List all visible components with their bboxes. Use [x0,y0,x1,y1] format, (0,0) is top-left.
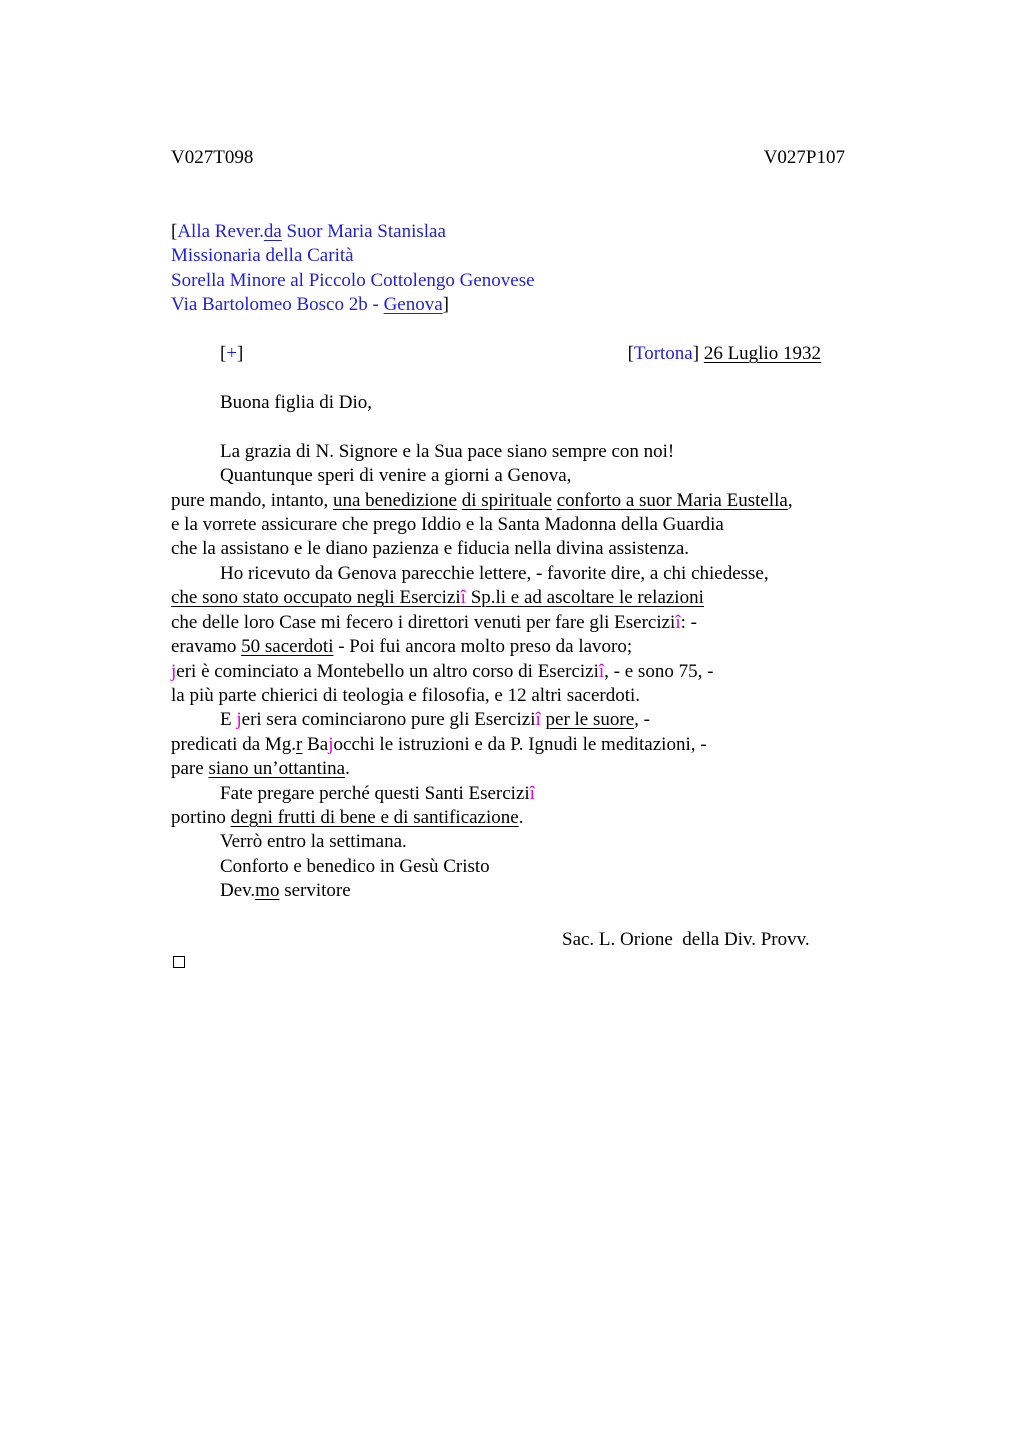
body-line-16 [171,806,523,830]
text-run: predicati da Mg. [171,734,297,755]
address-line-2: Missionaria della Carità [171,245,354,266]
address-line-4 [171,293,449,317]
cross-symbol: + [226,343,238,364]
text-run: pare [171,758,209,779]
document-code-right: V027P107 [763,147,845,168]
body-line-7 [171,586,704,610]
text-run: : - [680,612,697,633]
body-line-12 [220,708,650,732]
cross-close-bracket: ] [237,343,244,364]
underlined-phrase: conforto a suor Maria Eustella [556,490,788,511]
text-run: eri è cominciato a Montebello un altro corso di Esercizi [176,661,599,682]
underlined-phrase: per le suore [545,709,635,730]
variant-letter: j [236,709,242,730]
text-run: , - [634,709,650,730]
text-run: Dev. [220,880,256,901]
body-line-15 [220,782,535,806]
text-run: servitore [279,880,351,901]
text-run: - Poi fui ancora molto preso da lavoro; [333,636,633,657]
text-run: . [518,807,524,828]
text-run: . [345,758,350,779]
text-run: che sono stato occupato negli Esercizi [171,587,461,608]
variant-letter: î [675,612,681,633]
address-open-bracket: [ [171,221,178,242]
cross-mark [220,342,243,366]
variant-letter: î [529,783,535,804]
closing-line [220,879,351,903]
variant-letter: î [460,587,466,608]
document-code-left: V027T098 [171,147,254,168]
text-run: Sp.li e ad ascoltare le relazioni [465,587,704,608]
text-run: , [787,490,793,511]
underlined-phrase: 50 sacerdoti [241,636,334,657]
salutation: Buona figlia di Dio, [220,392,372,413]
underlined-phrase: mo [255,880,280,901]
underlined-phrase: di spirituale [461,490,552,511]
body-line-17: Verrò entro la settimana. [220,831,407,852]
text-run: Fate pregare perché questi Santi Esercizi [220,783,530,804]
underlined-phrase: r [296,734,303,755]
body-line-5: che la assistano e le diano pazienza e fiducia nella divina assistenza. [171,538,690,559]
variant-letter: j [171,661,177,682]
text-run: pure mando, intanto, [171,490,333,511]
variant-letter: j [328,734,334,755]
body-line-8 [171,611,697,635]
address-recipient-name: Suor Maria Stanislaa [281,221,446,242]
text-run: Ba [302,734,329,755]
body-line-1: La grazia di N. Signore e la Sua pace siano sempre con noi! [220,441,675,462]
text-run: , - e sono 75, - [604,661,714,682]
address-close-bracket: ] [442,294,449,315]
body-line-10 [171,660,713,684]
variant-letter: î [598,661,605,682]
text-run: che delle loro Case mi fecero i direttori venuti per fare gli Esercizi [171,612,676,633]
address-street: Via Bartolomeo Bosco 2b - [171,294,384,315]
address-recipient-abbrev: da [263,221,282,242]
body-line-14 [171,757,350,781]
text-run: E [220,709,237,730]
signature: Sac. L. Orione della Div. Provv. [562,929,810,950]
address-city: Genova [383,294,443,315]
place-name: Tortona [633,343,693,364]
underlined-phrase: degni frutti di bene e di santificazione [230,807,519,828]
body-line-11: la più parte chierici di teologia e filosofia, e 12 altri sacerdoti. [171,685,641,706]
body-line-2: Quantunque speri di venire a giorni a Genova, [220,465,572,486]
body-line-18: Conforto e benedico in Gesù Cristo [220,856,490,877]
body-line-3 [171,489,793,513]
place-open-bracket: [ [627,343,634,364]
text-run: portino [171,807,231,828]
place-close-bracket: ] [692,343,700,364]
underlined-phrase: siano un’ottantina [208,758,346,779]
address-line-1 [171,220,446,244]
letter-date: 26 Luglio 1932 [703,343,821,364]
text-run: eravamo [171,636,242,657]
empty-square-icon [173,956,185,968]
variant-letter: î [535,709,541,730]
text-run: eri sera cominciarono pure gli Esercizi [241,709,536,730]
address-recipient-title: Alla Rever. [177,221,264,242]
underlined-phrase: una benedizione [333,490,457,511]
body-line-13 [171,733,707,757]
address-line-3: Sorella Minore al Piccolo Cottolengo Genovese [171,270,535,291]
body-line-4: e la vorrete assicurare che prego Iddio e la Santa Madonna della Guardia [171,514,724,535]
place-and-date [560,342,821,366]
text-run: occhi le istruzioni e da P. Ignudi le meditazioni, - [333,734,707,755]
body-line-6: Ho ricevuto da Genova parecchie lettere, - favorite dire, a chi chiedesse, [220,563,769,584]
body-line-9 [171,635,632,659]
cross-open-bracket: [ [220,343,227,364]
